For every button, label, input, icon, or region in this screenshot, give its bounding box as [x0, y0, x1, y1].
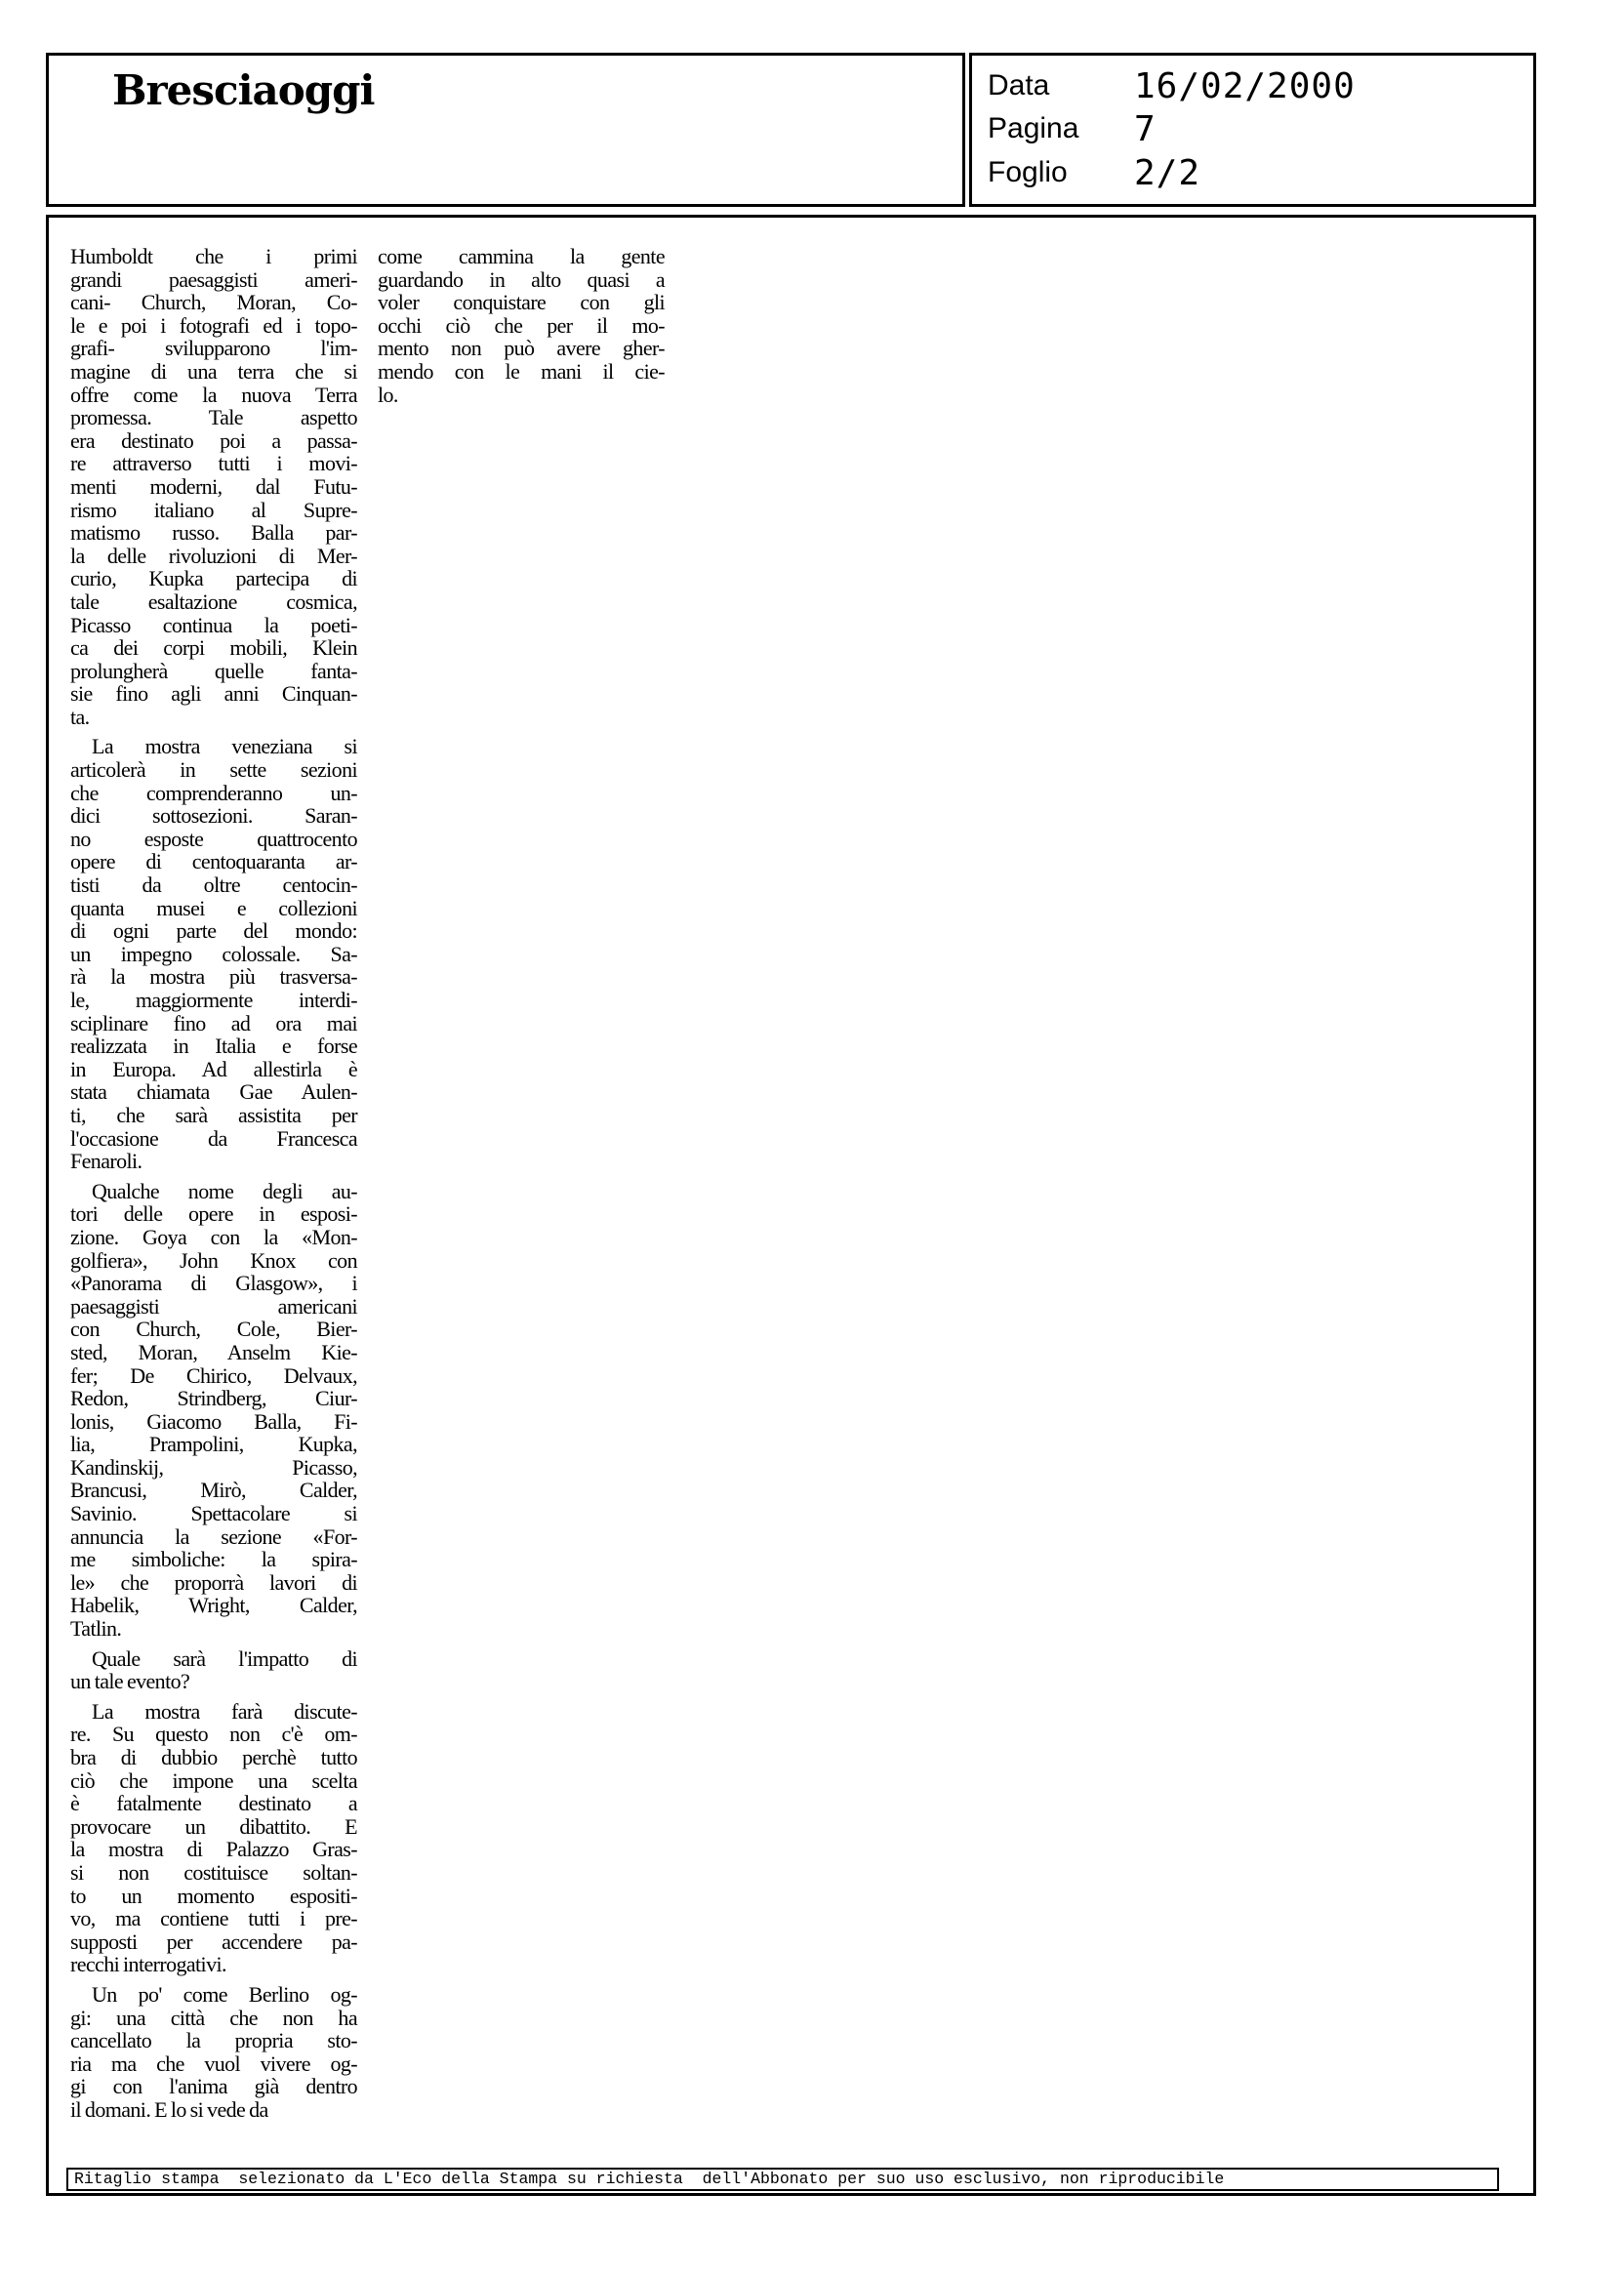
article-line: ciò che impone una scelta: [70, 1767, 357, 1793]
article-line: matismo russo. Balla par-: [70, 520, 357, 546]
article-line: tori delle opere in esposi-: [70, 1201, 357, 1227]
article-line: prolungherà quelle fanta-: [70, 658, 357, 683]
article-line: offre come la nuova Terra: [70, 382, 357, 407]
article-line: è fatalmente destinato a: [70, 1791, 357, 1816]
meta-data-row: [988, 64, 1356, 107]
article-line: Un po' come Berlino og-: [92, 1981, 357, 2007]
article-line: quanta musei e collezioni: [70, 895, 357, 920]
article-line: gi: una città che non ha: [70, 2005, 357, 2030]
article-line: «Panorama di Glasgow», i: [70, 1271, 357, 1296]
article-line: tale esaltazione cosmica,: [70, 589, 357, 614]
article-line: rà la mostra più trasversa-: [70, 964, 357, 990]
article-line: no esposte quattrocento: [70, 826, 357, 851]
article-line: ria ma che vuol vivere og-: [70, 2051, 357, 2076]
article-line: voler conquistare con gli: [378, 290, 665, 315]
article-line: con Church, Cole, Bier-: [70, 1317, 357, 1342]
article-line: si non costituisce soltan-: [70, 1859, 357, 1885]
article-line: recchi interrogativi.: [70, 1952, 226, 1977]
article-line: dici sottosezioni. Saran-: [70, 803, 357, 829]
article-line: zione. Goya con la «Mon-: [70, 1224, 357, 1249]
article-paragraph: [70, 1647, 357, 1693]
article-paragraph: [70, 1700, 357, 1976]
article-line: Tatlin.: [70, 1616, 122, 1642]
article-line: menti moderni, dal Futu-: [70, 473, 357, 499]
article-line: tisti da oltre centocin-: [70, 873, 357, 898]
meta-foglio-row: [988, 151, 1200, 194]
article-line: un impegno colossale. Sa-: [70, 941, 357, 966]
article-line: re attraverso tutti i movi-: [70, 451, 357, 476]
article-line: vo, ma contiene tutti i pre-: [70, 1906, 357, 1931]
article-line: di ogni parte del mondo:: [70, 918, 357, 944]
data-label: Data: [988, 69, 1050, 102]
article-line: lo.: [378, 382, 398, 407]
article-line: re. Su questo non c'è om-: [70, 1722, 357, 1747]
article-line: Picasso continua la poeti-: [70, 612, 357, 637]
article-line: Kandinskij, Picasso,: [70, 1454, 357, 1480]
article-line: stata chiamata Gae Aulen-: [70, 1079, 357, 1105]
article-line: fer; De Chirico, Delvaux,: [70, 1362, 357, 1388]
article-line: mendo con le mani il cie-: [378, 358, 665, 384]
article-line: che comprenderanno un-: [70, 780, 357, 805]
article-line: Habelik, Wright, Calder,: [70, 1593, 357, 1618]
article-line: sted, Moran, Anselm Kie-: [70, 1339, 357, 1364]
article-line: provocare un dibattito. E: [70, 1813, 357, 1839]
article-line: le e poi i fotografi ed i topo-: [70, 312, 357, 338]
foglio-label: Foglio: [988, 156, 1068, 188]
meta-pagina-row: [988, 107, 1157, 150]
article-line: guardando in alto quasi a: [378, 266, 665, 292]
article-line: ta.: [70, 704, 90, 729]
article-line: gi con l'anima già dentro: [70, 2074, 357, 2099]
article-line: magine di una terra che si: [70, 358, 357, 384]
article-line: Quale sarà l'impatto di: [92, 1645, 357, 1671]
article-line: articolerà in sette sezioni: [70, 757, 357, 783]
article-line: l'occasione da Francesca: [70, 1125, 357, 1151]
article-paragraph: [70, 1983, 357, 2122]
article-line: lia, Prampolini, Kupka,: [70, 1432, 357, 1457]
press-clipping-notice: Ritaglio stampa selezionato da L'Eco della Stampa su richiesta dell'Abbonato per suo uso esclusivo, non riproducibile: [66, 2168, 1499, 2191]
article-line: cani- Church, Moran, Co-: [70, 290, 357, 315]
article-line: ti, che sarà assistita per: [70, 1102, 357, 1127]
article-line: Qualche nome degli au-: [92, 1178, 357, 1203]
article-line: cancellato la propria sto-: [70, 2028, 357, 2053]
article-line: come cammina la gente: [378, 244, 665, 268]
article-line: rismo italiano al Supre-: [70, 497, 357, 522]
article-line: grafi- svilupparono l'im-: [70, 336, 357, 361]
article-line: Fenaroli.: [70, 1149, 142, 1174]
pagina-value: 7: [1134, 108, 1157, 149]
article-line: to un momento espositi-: [70, 1883, 357, 1908]
article-paragraph: [378, 245, 665, 406]
article-line: opere di centoquaranta ar-: [70, 849, 357, 874]
article-line: sie fino agli anni Cinquan-: [70, 681, 357, 707]
article-line: sciplinare fino ad ora mai: [70, 1010, 357, 1035]
article-line: era destinato poi a passa-: [70, 427, 357, 453]
article-column-2: [378, 245, 665, 413]
article-line: paesaggisti americani: [70, 1293, 357, 1319]
article-line: realizzata in Italia e forse: [70, 1034, 357, 1059]
article-line: promessa. Tale aspetto: [70, 405, 357, 430]
pagina-label: Pagina: [988, 112, 1079, 144]
article-line: bra di dubbio perchè tutto: [70, 1745, 357, 1769]
publication-logo: Bresciaoggi: [112, 66, 375, 114]
article-line: lonis, Giacomo Balla, Fi-: [70, 1408, 357, 1434]
article-line: Redon, Strindberg, Ciur-: [70, 1386, 357, 1411]
article-line: La mostra veneziana si: [92, 734, 357, 759]
article-line: supposti per accendere pa-: [70, 1929, 357, 1954]
article-line: occhi ciò che per il mo-: [378, 312, 665, 338]
data-value: 16/02/2000: [1134, 65, 1356, 106]
foglio-value: 2/2: [1134, 152, 1201, 193]
article-line: un tale evento?: [70, 1669, 190, 1694]
article-line: curio, Kupka partecipa di: [70, 566, 357, 591]
article-paragraph: [70, 1180, 357, 1641]
article-paragraph: [70, 735, 357, 1172]
article-line: annuncia la sezione «For-: [70, 1523, 357, 1549]
article-line: le, maggiormente interdi-: [70, 988, 357, 1012]
article-line: Brancusi, Mirò, Calder,: [70, 1478, 357, 1503]
article-paragraph: [70, 245, 357, 728]
article-column-1: [70, 245, 357, 2129]
article-line: me simboliche: la spira-: [70, 1547, 357, 1572]
article-line: mento non può avere gher-: [378, 336, 665, 361]
article-line: ca dei corpi mobili, Klein: [70, 635, 357, 661]
article-line: La mostra farà discute-: [92, 1698, 357, 1724]
article-line: la mostra di Palazzo Gras-: [70, 1837, 357, 1862]
article-line: in Europa. Ad allestirla è: [70, 1056, 357, 1081]
article-line: golfiera», John Knox con: [70, 1247, 357, 1273]
article-line: Humboldt che i primi: [70, 244, 357, 268]
article-line: grandi paesaggisti ameri-: [70, 266, 357, 292]
article-line: le» che proporrà lavori di: [70, 1569, 357, 1595]
article-line: il domani. E lo si vede da: [70, 2096, 268, 2122]
article-line: la delle rivoluzioni di Mer-: [70, 543, 357, 568]
article-line: Savinio. Spettacolare si: [70, 1501, 357, 1526]
